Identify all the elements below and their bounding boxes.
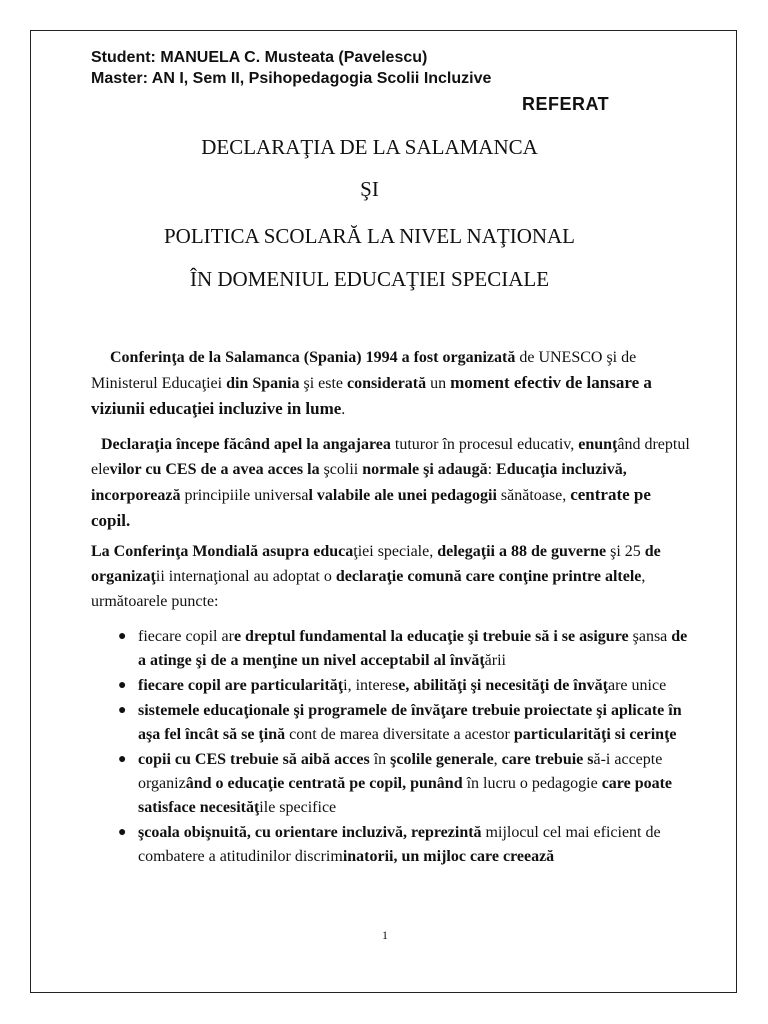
p2-b: tuturor în procesul educativ, (390, 436, 579, 453)
p2-j: principiile universa (180, 487, 309, 504)
b1-b: e dreptul fundamental la educaţie şi trebuie să i se asigure (233, 628, 629, 645)
b4-g: ând (185, 775, 216, 792)
p1-i: . (341, 401, 346, 418)
bullet-dot-icon: ● (118, 629, 127, 644)
list-item (91, 748, 691, 820)
p1-b: a fost organizată (401, 349, 516, 366)
title-line-1: DECLARAŢIA DE LA SALAMANCA (201, 135, 538, 159)
p2-m: centrate pe copil. (91, 485, 651, 530)
p3-c: delegaţii a 88 de guverne (437, 543, 607, 560)
b5-a: şcoala obişnuită, cu orientare incluzivă, reprezintă (138, 824, 482, 841)
p2-l: sănătoase, (496, 487, 571, 504)
p1-f: considerată (347, 375, 427, 392)
p2-f: şcolii (319, 461, 363, 478)
p3-d: şi 25 (606, 543, 645, 560)
p1-c: de UNESCO şi de Ministerul Educaţiei (91, 349, 637, 392)
b4-d: , (493, 751, 502, 768)
b4-a: copii cu CES trebuie să aibă acces (138, 751, 370, 768)
b3-d: particularităţi si cerinţe (513, 726, 677, 743)
master-line: Master: AN I, Sem II, Psihopedagogia Scolii Incluzive (91, 70, 492, 87)
p2-e: vilor cu CES de a avea acces la (109, 461, 320, 478)
b1-c: şansa (628, 628, 672, 645)
document-page (30, 30, 737, 993)
p2-g: normale şi adaugă (362, 461, 488, 478)
b2-c: e, abilităţi şi necesităţi de învăţ (398, 677, 608, 694)
p1-g: un (426, 375, 451, 392)
b4-i: în lucru o pedagogie (462, 775, 602, 792)
bullet-dot-icon: ● (118, 678, 127, 693)
b4-c: şcolile generale (390, 751, 494, 768)
b4-j: care poate satisface necesităţ (138, 775, 673, 816)
p2-c: enunţ (578, 436, 618, 453)
b3-b: ţionale şi programele de învăţare trebuie proiectate şi aplicate în aşa fel încât să se ţină (138, 702, 682, 743)
bullet-dot-icon: ● (118, 752, 127, 767)
title-line-3: POLITICA SCOLARĂ LA NIVEL NAŢIONAL (163, 224, 576, 248)
b4-f: ă-i accepte organiz (138, 751, 663, 792)
b1-d: de a atinge şi de a menţine un nivel acceptabil al învăţ (138, 628, 688, 669)
b2-b: i, interes (343, 677, 399, 694)
p3-a: La Conferinţa Mondială asupra educa (91, 543, 354, 560)
b4-h: o educaţie centrată pe copil, punând (215, 775, 463, 792)
list-item (91, 625, 691, 673)
title-line-2: ŞI (360, 177, 379, 201)
b5-d: , un mijloc care creează (393, 848, 555, 865)
b3-a: sistemele educa (138, 702, 244, 719)
p3-f: ii internaţional au adoptat o (155, 568, 336, 585)
paragraph-3 (91, 539, 691, 614)
p3-e: de organizaţ (91, 543, 661, 585)
b5-b: mijlocul cel mai eficient de combatere a atitudinilor discrim (138, 824, 661, 865)
b4-k: ile specifice (259, 799, 337, 816)
b5-c: inatorii (342, 848, 394, 865)
student-line: Student: MANUELA C. Musteata (Pavelescu) (91, 49, 428, 66)
b1-a: fiecare copil ar (138, 628, 234, 645)
p3-h: , urm (91, 568, 646, 610)
p1-e: şi este (299, 375, 348, 392)
bullet-dot-icon: ● (118, 825, 127, 840)
paragraph-1 (91, 345, 691, 422)
b2-d: are unice (607, 677, 667, 694)
title-line-4: ÎN DOMENIUL EDUCAŢIEI SPECIALE (189, 267, 550, 291)
p2-d: ând dreptul ele (91, 436, 690, 478)
referat-label: REFERAT (522, 94, 610, 114)
b3-c: cont de marea diversitate a acestor (285, 726, 514, 743)
p3-b: ţiei speciale, (353, 543, 438, 560)
p1-d: din Spania (226, 375, 300, 392)
bullet-list (91, 625, 691, 870)
p3-g: declaraţie comună care conţine printre altele (335, 568, 642, 585)
list-item (91, 699, 691, 747)
b4-b: în (369, 751, 391, 768)
p2-a: Declaraţia începe făcând apel la angajarea (101, 436, 391, 453)
p1-a: Conferinţa de la Salamanca (Spania) 1994 (110, 349, 402, 366)
b2-a: fiecare copil are particularităţ (138, 677, 344, 694)
b1-e: ării (484, 652, 506, 669)
list-item (91, 821, 691, 869)
p1-h: moment efectiv de lansare a viziunii educaţiei incluzive in lume (91, 373, 652, 418)
b4-e: care trebuie s (501, 751, 594, 768)
bullet-dot-icon: ● (118, 703, 127, 718)
p2-k: l valabile ale unei pedagogii (308, 487, 497, 504)
list-item (91, 674, 691, 698)
p3-i: ătoarele puncte: (116, 593, 219, 610)
page-number: 1 (382, 928, 388, 942)
paragraph-2 (91, 432, 691, 534)
p2-i: Educaţia incluzivă, incorporează (91, 461, 627, 504)
p2-h: : (487, 461, 497, 478)
